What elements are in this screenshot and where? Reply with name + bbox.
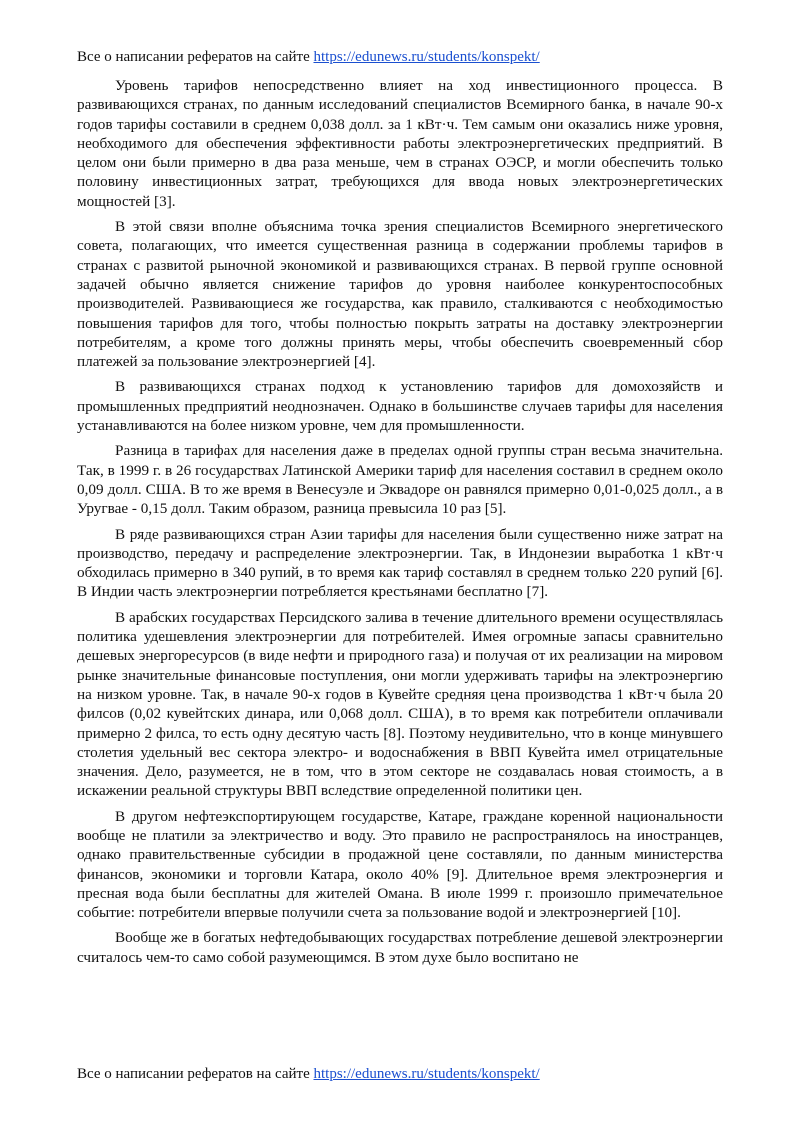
paragraph-1: Уровень тарифов непосредственно влияет на ход инвестиционного процесса. В развивающихся странах, по данным исследований специалистов Всемирного банка, в начале 90-х годов тарифы составили в среднем 0,038 долл. за 1 кВт·ч. Тем самым они оказались ниже уровня, необходимого для обеспечения эффективности работы электроэнергетических предприятий. В целом они были примерно в два раза меньше, чем в странах ОЭСР, и могли обеспечить только половину инвестиционных затрат, требующихся для ввода новых электроэнергетических мощностей [3]. bbox=[77, 77, 723, 210]
header-text: Все о написании рефератов на сайте bbox=[77, 49, 314, 65]
paragraph-6: В арабских государствах Персидского залива в течение длительного времени осуществлялась политика удешевления электроэнергии для потребителей. Имея огромные запасы сравнительно дешевых энергоресурсов (в виде нефти и природного газа) и получая от их реализации на мировом рынке значительные финансовые поступления, они могли удерживать тарифы на электроэнергию на низком уровне. Так, в начале 90-х годов в Кувейте средняя цена производства 1 кВт·ч была 20 филсов (0,02 кувейтских динара, или 0,068 долл. США), в то время как потребители оплачивали примерно 2 филса, то есть одну десятую часть [8]. Поэтому неудивительно, что в конце минувшего столетия удельный вес сектора электро- и водоснабжения в ВВП Кувейта имел отрицательные значения. Дело, разумеется, не в том, что в этом секторе не создавалась новая стоимость, а в искажении реальной структуры ВВП вследствие определенной политики цен. bbox=[77, 608, 723, 800]
paragraph-8: Вообще же в богатых нефтедобывающих государствах потребление дешевой электроэнергии считалось чем-то само собой разумеющимся. В этом духе было воспитано не bbox=[77, 929, 723, 966]
footer-link[interactable]: https://edunews.ru/students/konspekt/ bbox=[313, 1066, 540, 1082]
header-link[interactable]: https://edunews.ru/students/konspekt/ bbox=[313, 49, 540, 65]
paragraph-5: В ряде развивающихся стран Азии тарифы для населения были существенно ниже затрат на производство, передачу и распределение электроэнергии. Так, в Индонезии выработка 1 кВт·ч обходилась примерно в 340 рупий, в то время как тариф составлял в среднем только 220 рупий [6]. В Индии часть электроэнергии потребляется крестьянами бесплатно [7]. bbox=[77, 525, 723, 601]
document-body bbox=[77, 76, 723, 973]
footer-text: Все о написании рефератов на сайте bbox=[77, 1066, 314, 1082]
page-footer bbox=[77, 1064, 540, 1084]
paragraph-7: В другом нефтеэкспортирующем государстве, Катаре, граждане коренной национальности вообще не платили за электричество и воду. Это правило не распространялось на иностранцев, однако правительственные субсидии в продажной цене составляли, по данным министерства финансов, экономики и торговли Катара, около 40% [9]. Длительное время электроэнергия и пресная вода были бесплатны для жителей Омана. В июле 1999 г. произошло примечательное событие: потребители впервые получили счета за пользование водой и электроэнергией [10]. bbox=[77, 807, 723, 922]
paragraph-3: В развивающихся странах подход к установлению тарифов для домохозяйств и промышленных предприятий неоднозначен. Однако в большинстве случаев тарифы для населения устанавливаются на более низком уровне, чем для промышленности. bbox=[77, 378, 723, 435]
paragraph-4: Разница в тарифах для населения даже в пределах одной группы стран весьма значительна. Так, в 1999 г. в 26 государствах Латинской Америки тариф для населения составил в среднем около 0,09 долл. США. В то же время в Венесуэле и Эквадоре он равнялся примерно 0,01-0,025 долл., а в Уругвае - 0,15 долл. Таким образом, разница превысила 10 раз [5]. bbox=[77, 442, 723, 518]
page-header bbox=[77, 47, 540, 67]
paragraph-2: В этой связи вполне объяснима точка зрения специалистов Всемирного энергетического совета, полагающих, что имеется существенная разница в содержании проблемы тарифов в странах с развитой рыночной экономикой и развивающихся странах. В первой группе основной задачей обычно является снижение тарифов до уровня наиболее конкурентоспособных производителей. Развивающиеся же государства, как правило, сталкиваются с необходимостью повышения тарифов для того, чтобы полностью покрыть затраты на доставку электроэнергии потребителям, а кроме того должны принять меры, чтобы обеспечить своевременный сбор платежей за пользование электроэнергией [4]. bbox=[77, 218, 723, 371]
